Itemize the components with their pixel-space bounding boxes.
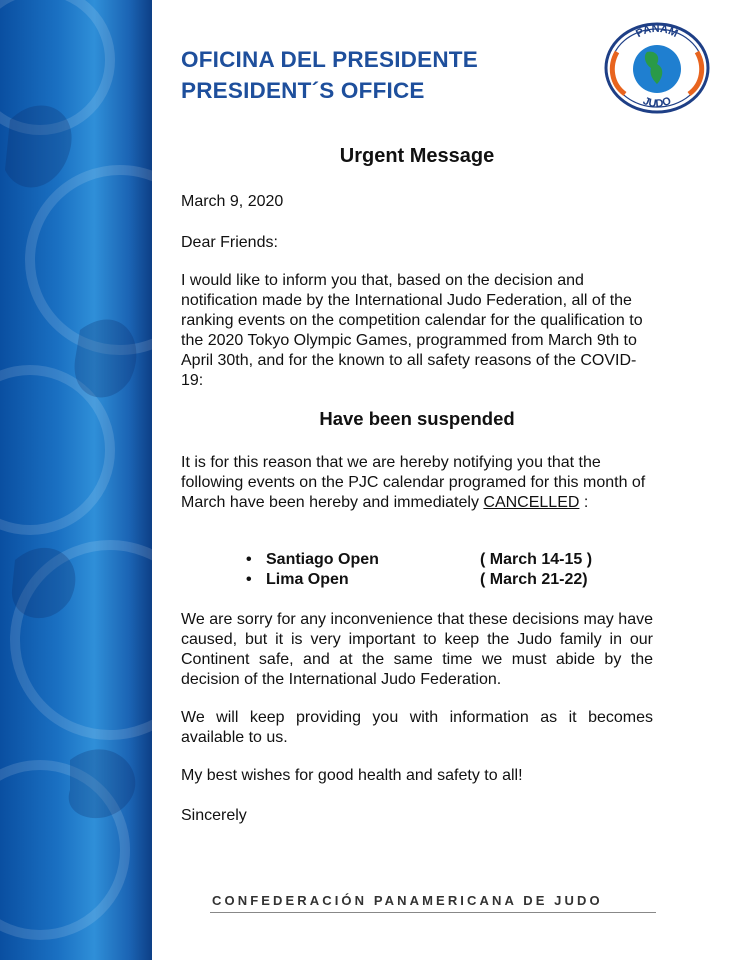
- cancelled-word: CANCELLED: [483, 494, 580, 511]
- suspended-heading: Have been suspended: [319, 408, 515, 429]
- notification-suffix: :: [579, 494, 589, 511]
- notification-text: It is for this reason that we are hereby notifying you that the following events on the PJC calendar programed for this month of March have been hereby and immediately: [181, 454, 646, 511]
- message-title: Urgent Message: [339, 145, 495, 167]
- event-dates: ( March 14-15 ): [480, 551, 593, 568]
- event-name: Lima Open: [266, 571, 349, 588]
- logo-bottom-text: JUDO: [641, 95, 673, 111]
- list-item: [246, 570, 666, 590]
- logo-top-text: PANAM: [634, 22, 680, 41]
- map-pattern-graphic: [0, 0, 152, 960]
- event-dates: ( March 21-22): [480, 571, 588, 588]
- paragraph-wishes: My best wishes for good health and safety to all!: [181, 767, 523, 784]
- cancelled-events-list: [246, 550, 666, 590]
- bullet-icon: •: [246, 571, 252, 588]
- event-name: Santiago Open: [266, 551, 379, 568]
- footer-org-name: CONFEDERACIÓN PANAMERICANA DE JUDO: [212, 893, 603, 908]
- closing: Sincerely: [181, 807, 247, 824]
- paragraph-notification: [181, 453, 653, 513]
- footer-divider: [210, 912, 656, 913]
- panam-judo-logo: [603, 22, 711, 114]
- salutation: Dear Friends:: [181, 234, 278, 251]
- list-item: [246, 550, 666, 570]
- paragraph-updates: We will keep providing you with information as it becomes available to us.: [181, 709, 653, 746]
- decorative-side-band: [0, 0, 152, 960]
- letter-date: March 9, 2020: [181, 193, 284, 210]
- office-title-english: PRESIDENT´S OFFICE: [181, 78, 425, 103]
- paragraph-apology: We are sorry for any inconvenience that these decisions may have caused, but it is very important to keep the Judo family in our Continent safe, and at the same time we must abide by the decision of the International Judo Federation.: [181, 611, 653, 688]
- letterhead: [181, 44, 478, 106]
- paragraph-intro: I would like to inform you that, based on the decision and notification made by the International Judo Federation, all of the ranking events on the competition calendar for the qualification to the 2020 Tokyo Olympic Games, programmed from March 9th to April 30th, and for the known to all safety reasons of the COVID-19:: [181, 272, 643, 389]
- bullet-icon: •: [246, 551, 252, 568]
- office-title-spanish: OFICINA DEL PRESIDENTE: [181, 47, 478, 72]
